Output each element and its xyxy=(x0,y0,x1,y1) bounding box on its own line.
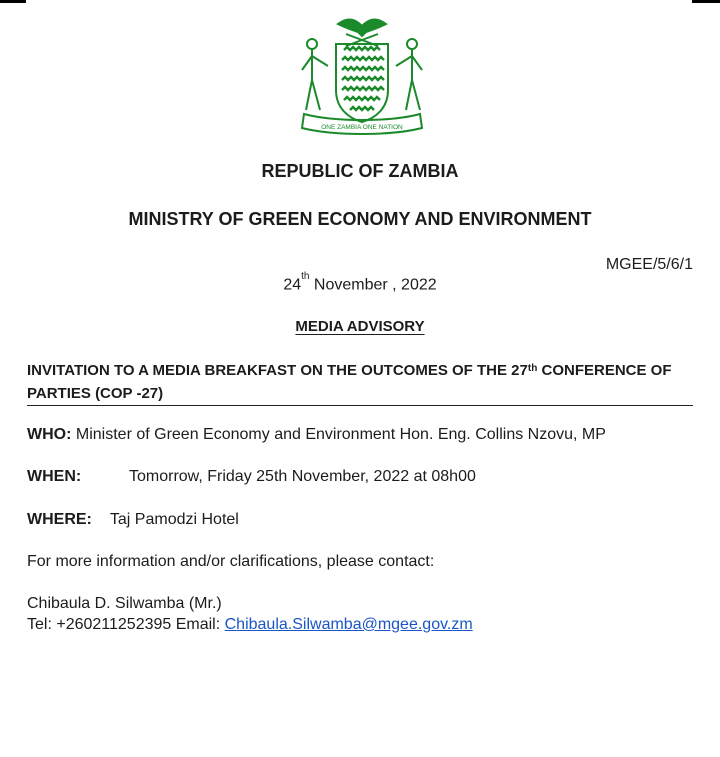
page-corner-mark-left xyxy=(0,0,26,3)
date-rest: November , 2022 xyxy=(309,276,437,294)
headline-part-1: INVITATION TO A MEDIA BREAKFAST ON THE OUTCOMES OF THE 27 xyxy=(27,362,528,379)
zambia-coat-of-arms-icon xyxy=(294,10,430,140)
republic-heading: REPUBLIC OF ZAMBIA xyxy=(261,161,459,181)
page-corner-mark-right xyxy=(692,0,720,3)
who-label: WHO: xyxy=(27,426,72,443)
contact-name: Chibaula D. Silwamba (Mr.) xyxy=(27,595,222,612)
document-date xyxy=(0,271,720,294)
when-row xyxy=(27,468,476,486)
coat-of-arms-motto: ONE ZAMBIA ONE NATION xyxy=(321,124,403,131)
when-value: Tomorrow, Friday 25th November, 2022 at 08h00 xyxy=(129,468,476,485)
where-label: WHERE: xyxy=(27,511,92,528)
headline-part-2: CONFERENCE OF PARTIES (COP -27) xyxy=(27,362,672,402)
contact-intro: For more information and/or clarifications, please contact: xyxy=(27,553,435,570)
who-value: Minister of Green Economy and Environment Hon. Eng. Collins Nzovu, MP xyxy=(75,426,606,443)
advisory-headline xyxy=(27,360,693,406)
contact-details xyxy=(27,616,473,634)
who-row xyxy=(27,426,606,444)
where-value: Taj Pamodzi Hotel xyxy=(109,511,239,528)
where-row xyxy=(27,511,239,529)
date-day: 24 xyxy=(283,276,302,294)
date-suffix: th xyxy=(301,271,310,282)
contact-email-link[interactable]: Chibaula.Silwamba@mgee.gov.zm xyxy=(224,616,473,633)
contact-telephone: Tel: +260211252395 Email: xyxy=(27,616,225,633)
reference-number: MGEE/5/6/1 xyxy=(605,256,693,273)
advisory-title-text: MEDIA ADVISORY xyxy=(295,318,425,335)
advisory-title xyxy=(0,318,720,335)
ministry-heading: MINISTRY OF GREEN ECONOMY AND ENVIRONMENT xyxy=(128,209,592,229)
headline-suffix: th xyxy=(527,363,538,374)
when-label: WHEN: xyxy=(27,468,82,485)
